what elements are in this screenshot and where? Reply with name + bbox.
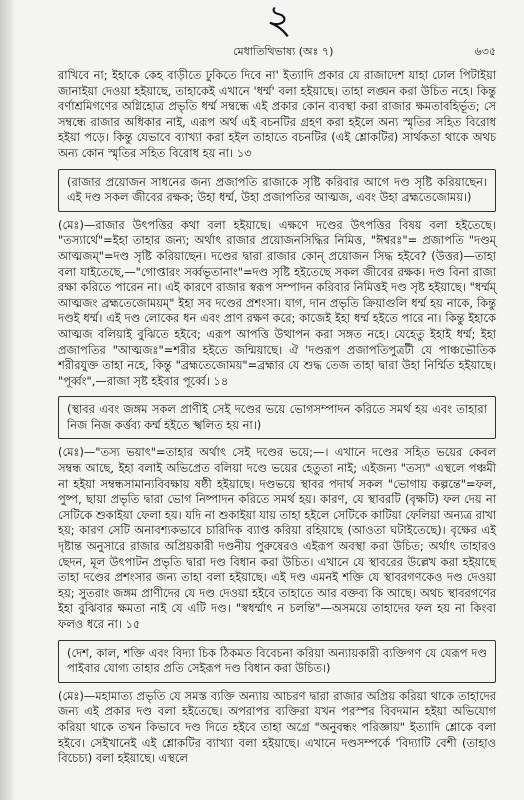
verse-box-16	[58, 640, 496, 683]
page-number: ৬৩৫	[474, 45, 496, 58]
verse-box-15	[58, 396, 496, 439]
verse-16: (দেশ, কাল, শক্তি এবং বিদ্যা চিক ঠিকমত বিবেচনা করিয়া অন্যায়কারী ব্যক্তিগণ যে যেরূপ দণ্ড পাইবার যোগ্য তাহার প্রতি সেইরূপ দণ্ড বিধান করা উচিত।)	[67, 645, 487, 676]
verse-15: (স্থাবর এবং জঙ্গম সকল প্রাণীই সেই দণ্ডের ভয়ে ভোগসম্পাদন করিতে সমর্থ হয় এবং তাহারা নিজ নিজ কর্ত্তব্য কর্ম্ম হইতে স্খলিত হয় না।)	[67, 402, 487, 432]
book-spine-shadow	[0, 0, 14, 800]
header-title: মেধাতিথিভাষ্য (অঃ ৭)	[233, 45, 334, 58]
paragraph-13: রাখিবে না; ইহাকে কেহ বাড়ীতে ঢুকিতে দিবে না' ইত্যাদি প্রকার যে রাজাদেশ যাহা ঢোল পিটাইয়া জানাইয়া দেওয়া হইয়াছে, তাহাকেই এখানে 'ধর্ম্ম' বলা হইয়াছে। তাহা লঙ্ঘন করা উচিত নহে। কিন্তু বর্ণাশ্রমিগণের অগ্নিহোত্র প্রভৃতি ধর্ম্ম সম্বন্ধে এই প্রকার কোন ব্যবস্থা করা রাজার ক্ষমতাবহির্ভূত; সে সম্বন্ধে রাজার অধিকার নাই, এরূপ অর্থ এই বচনটির গ্রহণ করা হইলে অন্য স্মৃতির সহিত বিরোধ হইয়া পড়ে। কিন্তু যেভাবে ব্যাখ্যা করা হইল তাহাতে বচনটির (এই শ্লোকটির) সার্থকতা থাকে অথচ অন্য কোন স্মৃতির সহিত বিরোধ হয় না। ১৩	[58, 68, 496, 160]
page-body	[58, 68, 496, 767]
running-header	[58, 44, 496, 60]
paragraph-16: (মেঃ)—মহামাত্য প্রভৃতি যে সমস্ত ব্যক্তি অন্যায় আচরণ দ্বারা রাজার অপ্রিয় করিয়া থাকে তাহাদের জন্য এই প্রকার দণ্ড বলা হইতেছে। অপরাপর ব্যক্তিরা যখন পরস্পর বিবদমান হইয়া অভিযোগ করিয়া থাকে তখন কিভাবে দণ্ড দিতে হইবে তাহা অগ্রে "অনুবন্ধং পরিজ্ঞায়" ইত্যাদি শ্লোকে বলা হইবে। সেইখানেই এই শ্লোকটির ব্যাখ্যা বলা হইয়াছে। এখানে দণ্ডসম্পর্কে 'বিদ্যাটি বেশী (তাহাও বিচেচ্য) বলা হইয়াছে। এস্থলে	[58, 688, 496, 766]
verse-14: (রাজার প্রয়োজন সাধনের জন্য প্রজাপতি রাজাকে সৃষ্টি করিবার আগে দণ্ড সৃষ্টি করিয়াছেন। এই দণ্ড সকল জীবের রক্ষক; উহা ধর্ম্ম, উহা প্রজাপতির আত্মজ, এবং উহা ব্রহ্মতেজোময়।)	[67, 174, 487, 205]
paragraph-14: (মেঃ)—রাজার উৎপত্তির কথা বলা হইয়াছে। এক্ষণে দণ্ডের উৎপত্তির বিষয় বলা হইতেছে। "তস্যার্থে"=ইহা তাহার জন্য; অর্থাৎ রাজার প্রয়োজনসিদ্ধির নিমিত্ত, "ঈশ্বরঃ"= প্রজাপতি "দণ্ডম্ আত্মজম্"=দণ্ড সৃষ্টি করিয়াছেন। দণ্ডের দ্বারা রাজার কোন্ প্রয়োজন সিদ্ধ হইবে? (উত্তর)—তাহা বলা যাইতেছে,—"গোপ্তারং সর্ব্বভূতানাং"=দণ্ড সৃষ্টি হইতেছে সকল জীবের রক্ষক। দণ্ড বিনা রাজা রক্ষা করিতে পারেন না। এই কারণে রাজার স্বরূপ সম্পাদন করিবার নিমিত্তই দণ্ড সৃষ্ট হইয়াছে। "ধর্ম্মম্ আত্মজং ব্রহ্মতেজোময়ম্" ইহা সব দণ্ডের প্রশংসা। যাগ, দান প্রভৃতি ক্রিয়াগুলি ধর্ম্ম হয় নাকে, কিন্তু দণ্ডই ধর্ম্ম। এই দণ্ড লোকের ধন এবং প্রাণ রক্ষণ করে; কাজেই ইহা ধর্ম্ম হইতে পারে না। কিন্তু ইহাকে আত্মজ বলিয়াই বুঝিতে হইবে; এরূপ আপত্তি উত্থাপন করা সঙ্গত নহে। যেহেতু ইহাই ধর্ম্ম; ইহা প্রজাপতির "আত্মজঃ"=শরীর হইতে জন্মিয়াছে। ঐ 'দণ্ডরূপ প্রজাপতিপুত্রটী যে পাঞ্চভৌতিক শরীরযুক্ত তাহা নহে, কিন্তু "ব্রহ্মতেজোময়"=ব্রহ্মার যে শুদ্ধ তেজ তাহা দ্বারা উহা নির্ম্মিত হইয়াছে। "পূর্ব্বং",—রাজা সৃষ্ট হইবার পূর্ব্বে। ১৪	[58, 217, 496, 388]
verse-box-14	[58, 169, 496, 212]
paragraph-15: (মেঃ)—"তস্য ভয়াৎ"=তাহার অর্থাৎ সেই দণ্ডের ভয়ে;—। এখানে দণ্ডের সহিত ভয়ের কেবল সম্বন্ধ আছে, ইহা বলাই অভিপ্রেত বলিয়া দণ্ডে ভয়ের হেতুতা নাই; এইজন্য "তস্য" এস্থলে পঞ্চমী না হইয়া সম্বন্ধসামান্যবিবক্ষায় ষষ্ঠী হইয়াছে। দণ্ডভয়ে স্থাবর পদার্থ সকল "ভোগায় কল্পন্তে"=ফল, পুষ্প, ছায়া প্রভৃতি দ্বারা ভোগ নিষ্পাদন করিতে সমর্থ হয়। কারণ, যে স্থাবরটি (বৃক্ষটি) ফল দেয় না সেটিকে শুকাইয়া ফেলা হয়। যদি না শুকাইয়া যায় তাহা হইলে সেটিকে কাটিয়া ফেলিয়া অন্যত্র রাখা হয়; কারণ সেটি অনাবশ্যকভাবে চারিদিক ব্যাপ্ত করিয়া রহিয়াছে (আওতা ঘটাইতেছে)। বৃক্ষের এই দৃষ্টান্ত অনুসারে রাজার অপ্রিয়কারী দণ্ডনীয় পুরুষেরও এইরূপ অবস্থা করা উচিত; অর্থাৎ তাহারও ছেদন, মূল উৎপাটন প্রভৃতি দ্বারা দণ্ড বিধান করা উচিত। এখানে যে স্থাবরের উল্লেখ করা হইয়াছে তাহা দণ্ডের প্রশংসার জন্য তাহা বলা হইয়াছে। এই দণ্ড এমনই শক্তি যে স্থাবরগণকেও দণ্ড দেওয়া হয়; সুতরাং জঙ্গম প্রাণীদের যে দণ্ড দেওয়া হইবে তাহাতে আর বক্তব্য কি আছে। অথচ স্থাবরগণের ইহা বুঝিবার ক্ষমতা নাই যে এটি দণ্ড। "স্বধর্ম্মাৎ ন চলন্তি"—অসময়ে তাহাদের ফল হয় না কিংবা ফলও ধরে না। ১৫	[58, 445, 496, 631]
handwritten-page-number: ২	[266, 0, 293, 43]
